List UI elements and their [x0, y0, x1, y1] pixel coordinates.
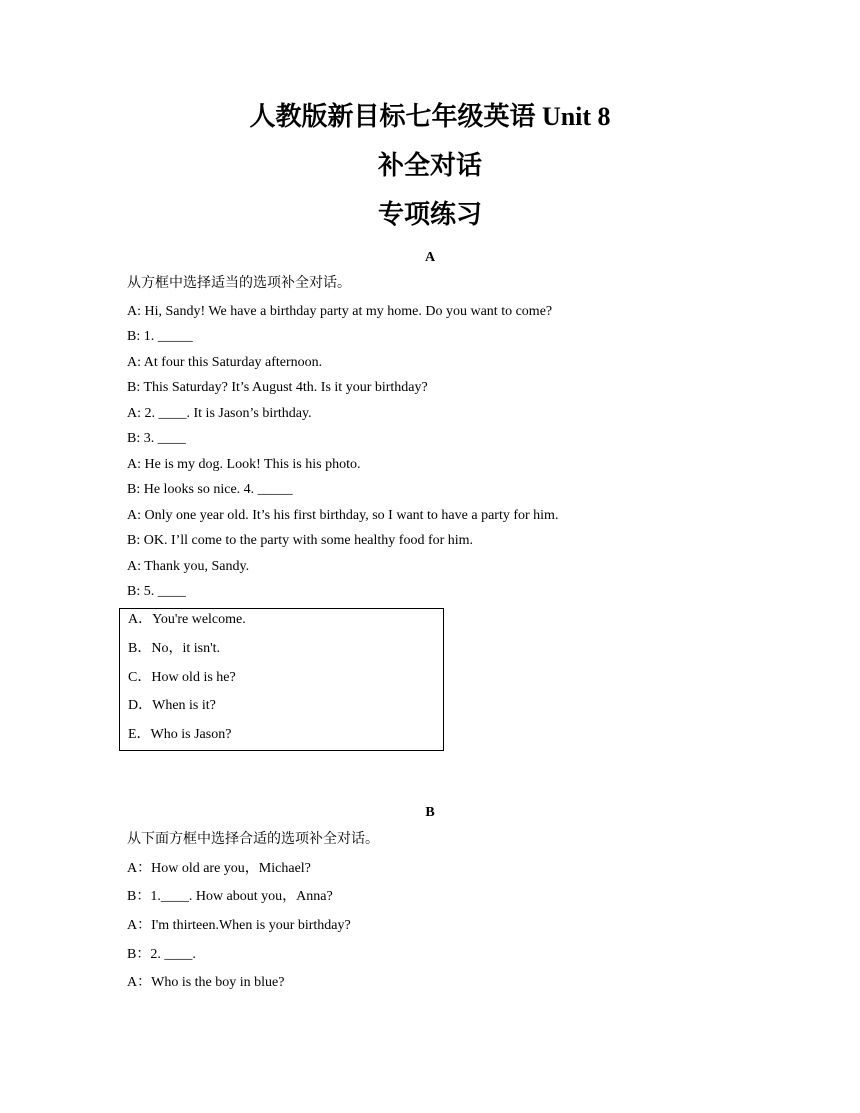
- dialogue-line: B: 1. _____: [127, 329, 193, 344]
- document-subtitle-2: 专项练习: [377, 200, 482, 229]
- dialogue-line: A：I'm thirteen.When is your birthday?: [127, 918, 351, 933]
- section-a-heading: A: [424, 250, 436, 265]
- dialogue-line: A: He is my dog. Look! This is his photo.: [127, 457, 361, 472]
- dialogue-line: A: 2. ____. It is Jason’s birthday.: [127, 406, 312, 421]
- dialogue-line: B: This Saturday? It’s August 4th. Is it your birthday?: [127, 380, 428, 395]
- document-subtitle: 补全对话: [377, 151, 482, 180]
- dialogue-line: B：1.____. How about you，Anna?: [127, 889, 333, 904]
- option-item: E．Who is Jason?: [128, 727, 232, 742]
- dialogue-line: A: Hi, Sandy! We have a birthday party at my home. Do you want to come?: [127, 304, 553, 319]
- option-item: C．How old is he?: [128, 670, 236, 685]
- dialogue-line: A: At four this Saturday afternoon.: [127, 355, 323, 370]
- dialogue-line: B: OK. I’ll come to the party with some healthy food for him.: [127, 533, 474, 548]
- dialogue-line: B: He looks so nice. 4. _____: [127, 482, 293, 497]
- dialogue-line: A: Thank you, Sandy.: [127, 559, 250, 574]
- dialogue-line: A: Only one year old. It’s his first birthday, so I want to have a party for him.: [127, 508, 559, 523]
- section-a-instruction: 从方框中选择适当的选项补全对话。: [127, 276, 351, 291]
- options-box: [119, 608, 444, 751]
- option-item: B．No，it isn't.: [128, 641, 220, 656]
- option-item: A．You're welcome.: [128, 612, 246, 627]
- section-b-instruction: 从下面方框中选择合适的选项补全对话。: [127, 832, 379, 847]
- dialogue-line: B: 3. ____: [127, 431, 186, 446]
- option-item: D．When is it?: [128, 698, 216, 713]
- section-b-heading: B: [425, 805, 435, 820]
- document-title: 人教版新目标七年级英语 Unit 8: [249, 102, 611, 131]
- dialogue-line: B：2. ____.: [127, 947, 196, 962]
- dialogue-line: A：Who is the boy in blue?: [127, 975, 285, 990]
- dialogue-line: B: 5. ____: [127, 584, 186, 599]
- dialogue-line: A：How old are you，Michael?: [127, 861, 311, 876]
